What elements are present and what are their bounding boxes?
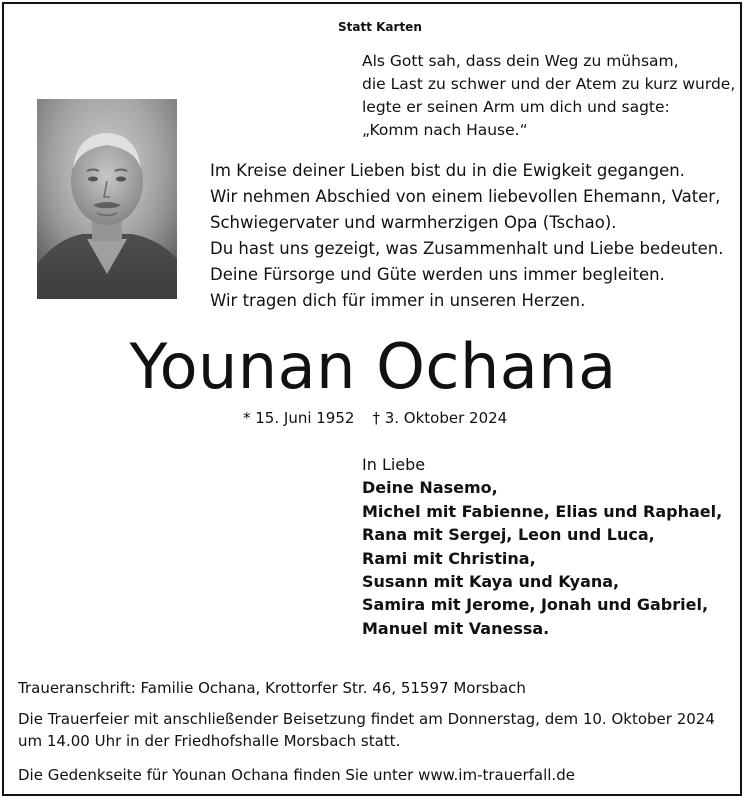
mourner-line: Susann mit Kaya und Kyana,	[362, 572, 620, 592]
intro-line: Deine Fürsorge und Güte werden uns immer begleiten.	[210, 265, 665, 284]
ceremony-line: um 14.00 Uhr in der Friedhofshalle Morsbach statt.	[18, 732, 401, 750]
poem-line: „Komm nach Hause.“	[362, 121, 528, 139]
portrait-image	[37, 99, 177, 299]
mourner-line: Samira mit Jerome, Jonah und Gabriel,	[362, 595, 709, 615]
mourning-address: Traueranschrift: Familie Ochana, Krottorfer Str. 46, 51597 Morsbach	[18, 679, 526, 697]
mourners-list	[362, 453, 722, 640]
life-dates	[243, 409, 507, 427]
intro-line: Wir tragen dich für immer in unseren Herzen.	[210, 291, 586, 310]
birth-date: * 15. Juni 1952	[243, 409, 355, 427]
mourner-line: Rana mit Sergej, Leon und Luca,	[362, 525, 655, 545]
poem-line: die Last zu schwer und der Atem zu kurz wurde,	[362, 75, 736, 93]
portrait-photo	[37, 99, 177, 299]
memorial-page-info: Die Gedenkseite für Younan Ochana finden Sie unter www.im-trauerfall.de	[18, 766, 575, 784]
mourner-line: Deine Nasemo,	[362, 478, 498, 498]
poem-line: Als Gott sah, dass dein Weg zu mühsam,	[362, 52, 679, 70]
poem	[362, 50, 735, 142]
ceremony-line: Die Trauerfeier mit anschließender Beisetzung findet am Donnerstag, dem 10. Oktober 2024	[18, 710, 715, 728]
header-label: Statt Karten	[338, 20, 422, 34]
death-date: † 3. Oktober 2024	[372, 409, 508, 427]
mourner-line: Rami mit Christina,	[362, 548, 536, 568]
deceased-name: Younan Ochana	[129, 330, 617, 403]
intro-line: Du hast uns gezeigt, was Zusammenhalt und Liebe bedeuten.	[210, 239, 724, 258]
intro-line: Im Kreise deiner Lieben bist du in die Ewigkeit gegangen.	[210, 161, 685, 180]
intro-text	[210, 158, 724, 314]
mourner-line: Manuel mit Vanessa.	[362, 618, 550, 638]
poem-line: legte er seinen Arm um dich und sagte:	[362, 98, 670, 116]
ceremony-info	[18, 708, 715, 752]
intro-line: Wir nehmen Abschied von einem liebevollen Ehemann, Vater,	[210, 187, 721, 206]
mourner-line: Michel mit Fabienne, Elias und Raphael,	[362, 501, 723, 521]
intro-line: Schwiegervater und warmherzigen Opa (Tschao).	[210, 213, 617, 232]
mourners-greeting: In Liebe	[362, 455, 426, 474]
